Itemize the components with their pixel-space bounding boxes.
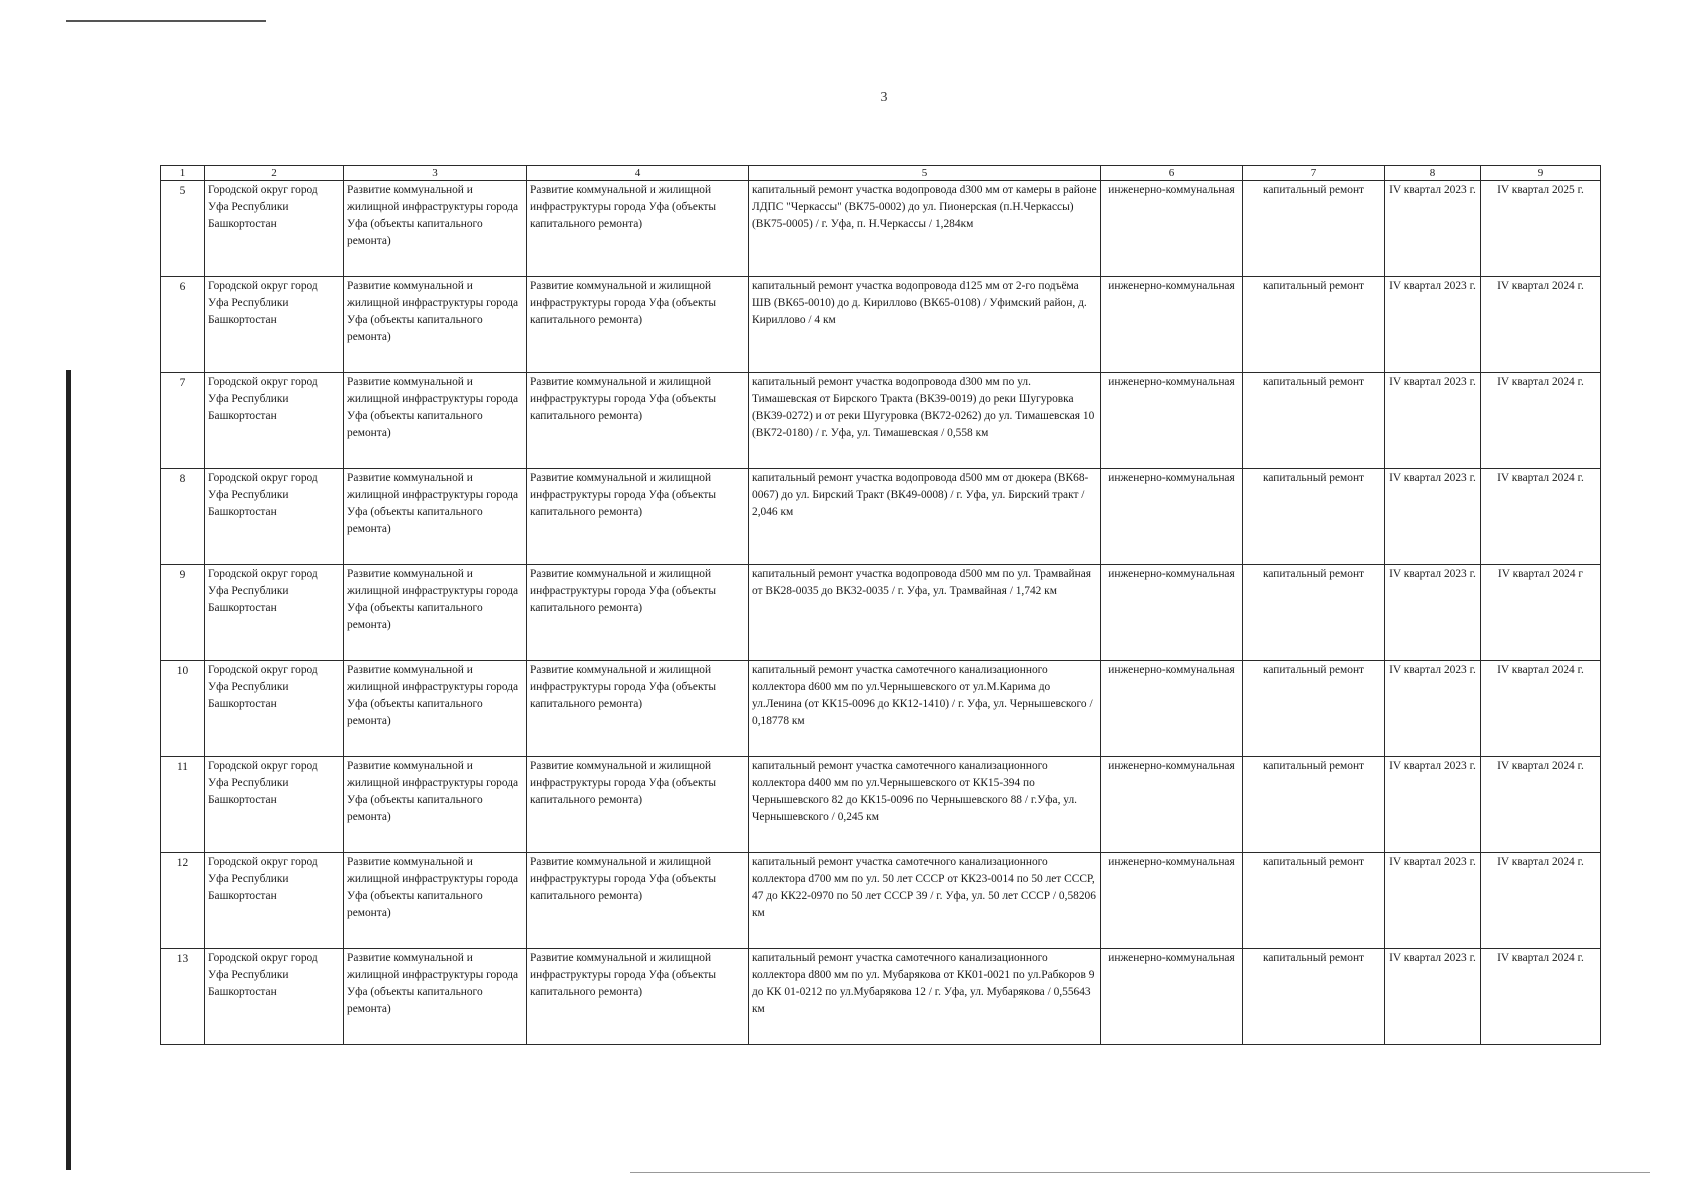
row-number: 10 [161,661,205,757]
start-date-cell: IV квартал 2023 г. [1385,565,1481,661]
table-row [161,853,1601,949]
program-cell: Развитие коммунальной и жилищной инфраструктуры города Уфа (объекты капитального ремонта) [344,373,527,469]
end-date-cell: IV квартал 2024 г. [1481,373,1601,469]
program-cell: Развитие коммунальной и жилищной инфраструктуры города Уфа (объекты капитального ремонта) [344,181,527,277]
start-date-cell: IV квартал 2023 г. [1385,469,1481,565]
page-number: 3 [880,90,888,105]
program-cell: Развитие коммунальной и жилищной инфраструктуры города Уфа (объекты капитального ремонта) [344,277,527,373]
program-cell: Развитие коммунальной и жилищной инфраструктуры города Уфа (объекты капитального ремонта) [344,853,527,949]
municipality-cell: Городской округ город Уфа Республики Башкортостан [205,277,344,373]
program-cell: Развитие коммунальной и жилищной инфраструктуры города Уфа (объекты капитального ремонта) [344,949,527,1045]
municipality-cell: Городской округ город Уфа Республики Башкортостан [205,661,344,757]
object-cell: капитальный ремонт участка самотечного канализационного коллектора d800 мм по ул. Мубарякова от КК01-0021 по ул.Рабкоров 9 до КК 01-0212 по ул.Мубарякова 12 / г. Уфа, ул. Мубарякова / 0,55643 км [749,949,1101,1045]
column-header: 5 [749,166,1101,181]
column-header: 7 [1243,166,1385,181]
object-cell: капитальный ремонт участка водопровода d500 мм по ул. Трамвайная от ВК28-0035 до ВК32-0035 / г. Уфа, ул. Трамвайная / 1,742 км [749,565,1101,661]
infrastructure-cell: инженерно-коммунальная [1101,949,1243,1045]
work-type-cell: капитальный ремонт [1243,277,1385,373]
infrastructure-cell: инженерно-коммунальная [1101,469,1243,565]
program-cell: Развитие коммунальной и жилищной инфраструктуры города Уфа (объекты капитального ремонта) [344,661,527,757]
table-row [161,565,1601,661]
subprogram-cell: Развитие коммунальной и жилищной инфраструктуры города Уфа (объекты капитального ремонта) [527,949,749,1045]
table-row [161,181,1601,277]
row-number: 11 [161,757,205,853]
end-date-cell: IV квартал 2024 г. [1481,949,1601,1045]
row-number: 12 [161,853,205,949]
table-row [161,277,1601,373]
municipality-cell: Городской округ город Уфа Республики Башкортостан [205,757,344,853]
start-date-cell: IV квартал 2023 г. [1385,949,1481,1045]
column-header: 6 [1101,166,1243,181]
row-number: 5 [161,181,205,277]
subprogram-cell: Развитие коммунальной и жилищной инфраструктуры города Уфа (объекты капитального ремонта) [527,853,749,949]
object-cell: капитальный ремонт участка водопровода d500 мм от дюкера (ВК68-0067) до ул. Бирский Тракт (ВК49-0008) / г. Уфа, ул. Бирский тракт / 2,046 км [749,469,1101,565]
capital-repair-table [160,165,1601,1045]
municipality-cell: Городской округ город Уфа Республики Башкортостан [205,949,344,1045]
scan-artifact-top-line [66,20,266,22]
infrastructure-cell: инженерно-коммунальная [1101,373,1243,469]
object-cell: капитальный ремонт участка самотечного канализационного коллектора d600 мм по ул.Чернышевского от ул.М.Карима до ул.Ленина (от КК15-0096 до КК12-1410) / г. Уфа, ул. Чернышевского / 0,18778 км [749,661,1101,757]
subprogram-cell: Развитие коммунальной и жилищной инфраструктуры города Уфа (объекты капитального ремонта) [527,757,749,853]
infrastructure-cell: инженерно-коммунальная [1101,853,1243,949]
end-date-cell: IV квартал 2024 г. [1481,853,1601,949]
end-date-cell: IV квартал 2024 г. [1481,757,1601,853]
subprogram-cell: Развитие коммунальной и жилищной инфраструктуры города Уфа (объекты капитального ремонта) [527,181,749,277]
table-row [161,373,1601,469]
start-date-cell: IV квартал 2023 г. [1385,853,1481,949]
work-type-cell: капитальный ремонт [1243,469,1385,565]
work-type-cell: капитальный ремонт [1243,853,1385,949]
municipality-cell: Городской округ город Уфа Республики Башкортостан [205,373,344,469]
program-cell: Развитие коммунальной и жилищной инфраструктуры города Уфа (объекты капитального ремонта) [344,757,527,853]
end-date-cell: IV квартал 2025 г. [1481,181,1601,277]
column-header: 3 [344,166,527,181]
table-row [161,949,1601,1045]
work-type-cell: капитальный ремонт [1243,949,1385,1045]
object-cell: капитальный ремонт участка водопровода d125 мм от 2-го подъёма ШВ (ВК65-0010) до д. Кириллово (ВК65-0108) / Уфимский район, д. Кириллово / 4 км [749,277,1101,373]
work-type-cell: капитальный ремонт [1243,565,1385,661]
infrastructure-cell: инженерно-коммунальная [1101,181,1243,277]
work-type-cell: капитальный ремонт [1243,757,1385,853]
row-number: 6 [161,277,205,373]
scan-artifact-left-edge [66,370,71,1170]
column-header: 9 [1481,166,1601,181]
program-cell: Развитие коммунальной и жилищной инфраструктуры города Уфа (объекты капитального ремонта) [344,469,527,565]
object-cell: капитальный ремонт участка водопровода d300 мм по ул. Тимашевская от Бирского Тракта (ВК39-0019) до реки Шугуровка (ВК39-0272) и от реки Шугуровка (ВК72-0262) до ул. Тимашевская 10 (ВК72-0180) / г. Уфа, ул. Тимашевская / 0,558 км [749,373,1101,469]
start-date-cell: IV квартал 2023 г. [1385,181,1481,277]
start-date-cell: IV квартал 2023 г. [1385,661,1481,757]
end-date-cell: IV квартал 2024 г. [1481,277,1601,373]
table-row [161,757,1601,853]
header-row [161,166,1601,181]
object-cell: капитальный ремонт участка водопровода d300 мм от камеры в районе ЛДПС "Черкассы" (ВК75-0002) до ул. Пионерская (п.Н.Черкассы) (ВК75-0005) / г. Уфа, п. Н.Черкассы / 1,284км [749,181,1101,277]
infrastructure-cell: инженерно-коммунальная [1101,565,1243,661]
table-row [161,469,1601,565]
subprogram-cell: Развитие коммунальной и жилищной инфраструктуры города Уфа (объекты капитального ремонта) [527,661,749,757]
column-header: 4 [527,166,749,181]
table-row [161,661,1601,757]
end-date-cell: IV квартал 2024 г. [1481,661,1601,757]
column-header: 2 [205,166,344,181]
scan-artifact-bottom-line [630,1172,1650,1173]
work-type-cell: капитальный ремонт [1243,373,1385,469]
row-number: 13 [161,949,205,1045]
row-number: 7 [161,373,205,469]
start-date-cell: IV квартал 2023 г. [1385,277,1481,373]
column-header: 8 [1385,166,1481,181]
municipality-cell: Городской округ город Уфа Республики Башкортостан [205,469,344,565]
object-cell: капитальный ремонт участка самотечного канализационного коллектора d400 мм по ул.Чернышевского от КК15-394 по Чернышевского 82 до КК15-0096 по Чернышевского 88 / г.Уфа, ул. Чернышевского / 0,245 км [749,757,1101,853]
start-date-cell: IV квартал 2023 г. [1385,757,1481,853]
municipality-cell: Городской округ город Уфа Республики Башкортостан [205,565,344,661]
work-type-cell: капитальный ремонт [1243,661,1385,757]
row-number: 9 [161,565,205,661]
object-cell: капитальный ремонт участка самотечного канализационного коллектора d700 мм по ул. 50 лет СССР от КК23-0014 по 50 лет СССР, 47 до КК22-0970 по 50 лет СССР 39 / г. Уфа, ул. 50 лет СССР / 0,58206 км [749,853,1101,949]
infrastructure-cell: инженерно-коммунальная [1101,757,1243,853]
row-number: 8 [161,469,205,565]
column-header: 1 [161,166,205,181]
infrastructure-cell: инженерно-коммунальная [1101,661,1243,757]
end-date-cell: IV квартал 2024 г [1481,565,1601,661]
infrastructure-cell: инженерно-коммунальная [1101,277,1243,373]
municipality-cell: Городской округ город Уфа Республики Башкортостан [205,181,344,277]
subprogram-cell: Развитие коммунальной и жилищной инфраструктуры города Уфа (объекты капитального ремонта) [527,277,749,373]
subprogram-cell: Развитие коммунальной и жилищной инфраструктуры города Уфа (объекты капитального ремонта) [527,565,749,661]
work-type-cell: капитальный ремонт [1243,181,1385,277]
subprogram-cell: Развитие коммунальной и жилищной инфраструктуры города Уфа (объекты капитального ремонта) [527,469,749,565]
subprogram-cell: Развитие коммунальной и жилищной инфраструктуры города Уфа (объекты капитального ремонта) [527,373,749,469]
municipality-cell: Городской округ город Уфа Республики Башкортостан [205,853,344,949]
start-date-cell: IV квартал 2023 г. [1385,373,1481,469]
end-date-cell: IV квартал 2024 г. [1481,469,1601,565]
program-cell: Развитие коммунальной и жилищной инфраструктуры города Уфа (объекты капитального ремонта) [344,565,527,661]
